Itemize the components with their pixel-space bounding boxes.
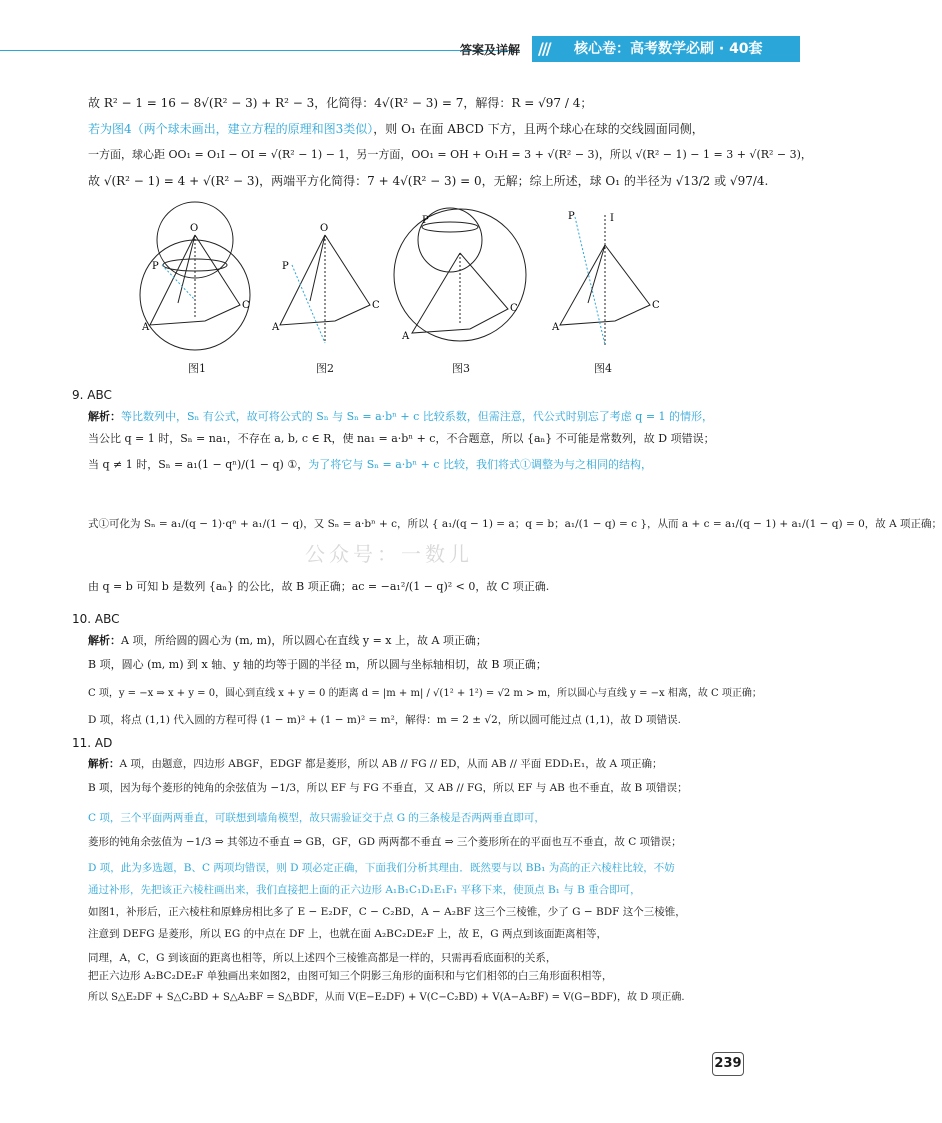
label-I: I xyxy=(610,213,614,224)
label-A: A xyxy=(552,322,560,333)
q9-text-3b: 为了将它与 Sₙ = a·bⁿ + c 比较，我们将式①调整为与之相同的结构， xyxy=(308,458,652,471)
q11-line-1 xyxy=(88,756,662,771)
label-P: P xyxy=(568,211,575,222)
q10-label: 解析： xyxy=(88,634,121,647)
figure-2 xyxy=(270,205,380,355)
q10-answer: ABC xyxy=(94,612,120,626)
intro-line-1: 故 R² − 1 = 16 − 8√(R² − 3) + R² − 3，化简得：4√(R² − 3) = 7，解得：R = √97 / 4； xyxy=(88,96,593,110)
q11-line-2: B 项，因为每个菱形的钝角的余弦值为 −1/3，所以 EF 与 FG 不垂直，又 AB // FG，所以 EF 与 AB 也不垂直，故 B 项错误； xyxy=(88,782,688,794)
q10-line-1 xyxy=(88,632,487,648)
book-title-banner xyxy=(532,36,800,62)
page-number: 239 xyxy=(712,1052,744,1076)
label-A: A xyxy=(402,331,410,342)
q9-line-3 xyxy=(88,456,652,472)
label-C: C xyxy=(510,303,518,314)
q10-number: 10. xyxy=(72,612,92,626)
slash-decoration-icon: /// xyxy=(538,39,550,58)
label-P: P xyxy=(282,261,289,272)
q10-line-2: B 项，圆心 (m, m) 到 x 轴、y 轴的均等于圆的半径 m，所以圆与坐标轴相切，故 B 项正确； xyxy=(88,658,547,671)
intro-line-4: 故 √(R² − 1) = 4 + √(R² − 3)，两端平方化简得：7 + 4√(R² − 3) = 0，无解；综上所述，球 O₁ 的半径为 √13/2 或 √97/4. xyxy=(88,174,769,188)
q11-line-8: 注意到 DEFG 是菱形，所以 EG 的中点在 DF 上，也就在面 A₂BC₂DE₂F 上，故 E，G 两点到该面距离相等， xyxy=(88,928,607,940)
book-title: 核心卷：高考数学必刷 · 40套 xyxy=(574,41,763,57)
q9-heading xyxy=(72,388,112,402)
intro-line-2-note: （两个球未画出，建立方程的原理和图3类似） xyxy=(131,122,374,136)
label-P: P xyxy=(422,215,429,226)
q11-label: 解析： xyxy=(88,758,120,770)
label-O: O xyxy=(190,223,199,234)
q9-number: 9. xyxy=(72,388,84,402)
q11-text-1: A 项，由题意，四边形 ABGF，EDGF 都是菱形，所以 AB // FG // ED，从而 AB // 平面 EDD₁E₁，故 A 项正确； xyxy=(119,758,663,770)
q9-line-5: 由 q = b 可知 b 是数列 {aₙ} 的公比，故 B 项正确；ac = −a₁²/(1 − q)² < 0，故 C 项正确. xyxy=(88,580,550,593)
q11-line-7: 如图1，补形后，正六棱柱和原蜂房相比多了 E − E₂DF，C − C₂BD，A − A₂BF 这三个三棱锥，少了 G − BDF 这个三棱锥， xyxy=(88,906,686,918)
q11-line-3: C 项，三个平面两两垂直，可联想到墙角模型，故只需验证交于点 G 的三条棱是否两两垂直即可， xyxy=(88,812,545,824)
figure-2-caption: 图2 xyxy=(316,362,334,375)
figure-1 xyxy=(140,205,250,355)
intro-line-2 xyxy=(88,120,704,137)
q11-line-6: 通过补形，先把该正六棱柱画出来，我们直接把上面的正六边形 A₁B₁C₁D₁E₁F₁ 平移下来，使顶点 B₁ 与 B 重合即可， xyxy=(88,884,641,896)
intro-line-3: 一方面，球心距 OO₁ = O₁I − OI = √(R² − 1) − 1，另一方面，OO₁ = OH + O₁H = 3 + √(R² − 3)，所以 √(R² − 1) − 1 = 3 + √(R² − 3)， xyxy=(88,148,812,161)
q10-text-1: A 项，所给圆的圆心为 (m, m)，所以圆心在直线 y = x 上，故 A 项正确； xyxy=(121,634,487,647)
figure-4-caption: 图4 xyxy=(594,362,612,375)
label-C: C xyxy=(372,300,380,311)
q10-line-4: D 项，将点 (1,1) 代入圆的方程可得 (1 − m)² + (1 − m)² = m²，解得：m = 2 ± √2，所以圆可能过点 (1,1)，故 D 项错误. xyxy=(88,714,681,726)
label-A: A xyxy=(272,322,280,333)
figure-3-caption: 图3 xyxy=(452,362,470,375)
q10-line-3: C 项，y = −x ⇒ x + y = 0，圆心到直线 x + y = 0 的距离 d = |m + m| / √(1² + 1²) = √2 m > m，所以圆心与直线 y = −x 相离，故 C 项正确； xyxy=(88,688,762,699)
q11-line-4: 菱形的钝角余弦值为 −1/3 ⇒ 其邻边不垂直 ⇒ GB，GF，GD 两两都不垂直 ⇒ 三个菱形所在的平面也互不垂直，故 C 项错误； xyxy=(88,836,682,848)
q11-line-11: 所以 S△E₂DF + S△C₂BD + S△A₂BF = S△BDF，从而 V(E−E₂DF) + V(C−C₂BD) + V(A−A₂BF) = V(G−BDF)，故 D 项正确. xyxy=(88,992,685,1003)
label-O: O xyxy=(320,223,329,234)
q9-line-2: 当公比 q = 1 时，Sₙ = na₁，不存在 a, b, c ∈ R，使 na₁ = a·bⁿ + c，不合题意，所以 {aₙ} 不可能是常数列，故 D 项错误； xyxy=(88,432,715,445)
q9-line-4: 式①可化为 Sₙ = a₁/(q − 1)·qⁿ + a₁/(1 − q)，又 Sₙ = a·bⁿ + c，所以 { a₁/(q − 1) = a；q = b；a₁/(1 − q) = c }，从而 a + c = a₁/(q − 1) + a₁/(1 − q) = 0，故 A 项正确； xyxy=(88,518,942,530)
q11-line-9: 同理，A，C，G 到该面的距离也相等，所以上述四个三棱锥高都是一样的，只需再看底面积的关系， xyxy=(88,952,557,964)
q9-answer: ABC xyxy=(87,388,112,402)
figure-3 xyxy=(390,205,530,355)
q11-line-5: D 项，此为多选题，B、C 两项均错误，则 D 项必定正确，下面我们分析其理由．既然要与以 BB₁ 为高的正六棱柱比较，不妨 xyxy=(88,862,675,874)
label-P: P xyxy=(152,261,159,272)
q9-line-1 xyxy=(88,408,713,424)
q10-heading xyxy=(72,612,120,626)
q9-text-3a: 当 q ≠ 1 时，Sₙ = a₁(1 − qⁿ)/(1 − q) ①， xyxy=(88,458,309,471)
q9-text-1: 等比数列中，Sₙ 有公式，故可将公式的 Sₙ 与 Sₙ = a·bⁿ + c 比较系数，但需注意，代公式时别忘了考虑 q = 1 的情形， xyxy=(121,410,714,423)
q9-label: 解析： xyxy=(88,410,121,423)
label-C: C xyxy=(242,300,250,311)
intro-line-2b: ，则 O₁ 在面 ABCD 下方，且两个球心在球的交线圆面同侧， xyxy=(373,122,704,136)
q11-heading xyxy=(72,736,112,750)
watermark: 公众号：一数儿 xyxy=(305,542,473,566)
q11-number: 11. xyxy=(72,736,92,750)
q11-answer: AD xyxy=(94,736,113,750)
intro-line-2a: 若为图4 xyxy=(88,122,132,136)
label-C: C xyxy=(652,300,660,311)
section-label: 答案及详解 xyxy=(460,43,521,57)
label-A: A xyxy=(142,322,150,333)
q11-line-10: 把正六边形 A₂BC₂DE₂F 单独画出来如图2，由图可知三个阴影三角形的面积和与它们相邻的白三角形面积相等， xyxy=(88,970,613,982)
header-rule xyxy=(0,50,520,51)
figure-4 xyxy=(550,205,660,355)
figure-1-caption: 图1 xyxy=(188,362,206,375)
